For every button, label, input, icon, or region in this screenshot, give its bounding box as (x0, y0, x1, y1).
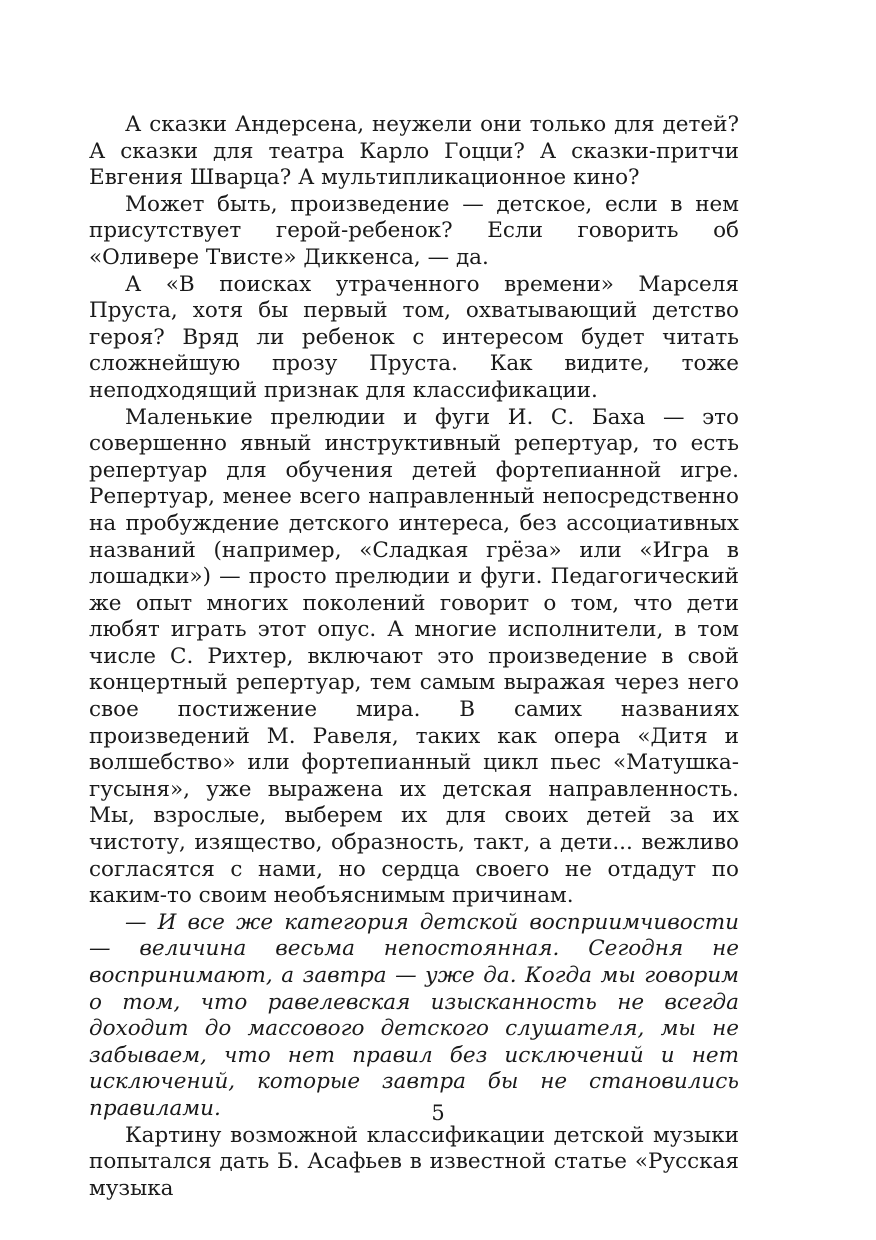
page-number: 5 (431, 1101, 445, 1125)
paragraph-child-hero: Может быть, произведение — детское, если в нем присутствует герой-ребенок? Если говорить об «Оливере Твисте» Диккенса, — да. (89, 191, 739, 270)
paragraph-asafiev: Картину возможной классификации детской музыки попытался дать Б. Асафьев в известной статье «Русская музыка (89, 1122, 739, 1201)
paragraph-andersen-tales: А сказки Андерсена, неужели они только для детей? А сказки для театра Карло Гоцци? А сказки-притчи Евгения Шварца? А мультипликационное кино? (89, 112, 739, 191)
paragraph-italic-perception: — И все же категория детской восприимчивости — величина весьма непостоянная. Сегодня не воспринимают, а завтра — уже да. Когда мы говорим о том, что равелевская изысканность не всегда доходит до массового детского слушателя, мы не забываем, что нет правил без исключений и нет исключений, которые завтра бы не становились правилами. (89, 909, 739, 1121)
paragraph-proust: А «В поисках утраченного времени» Марселя Пруста, хотя бы первый том, охватывающий детство героя? Вряд ли ребенок с интересом будет читать сложнейшую прозу Пруста. Как видите, тоже неподходящий признак для классификации. (89, 271, 739, 403)
paragraph-bach-ravel: Маленькие прелюдии и фуги И. С. Баха — это совершенно явный инструктивный репертуар, то есть репертуар для обучения детей фортепианной игре. Репертуар, менее всего направленный непосредственно на пробуждение детского интереса, без ассоциативных названий (например, «Сладкая грёза» или «Игра в лошадки») — просто прелюдии и фуги. Педагогический же опыт многих поколений говорит о том, что дети любят играть этот опус. А многие исполнители, в том числе С. Рихтер, включают это произведение в свой концертный репертуар, тем самым выражая через него свое постижение мира. В самих названиях произведений М. Равеля, таких как опера «Дитя и волшебство» или фортепианный цикл пьес «Матушка-гусыня», уже выражена их детская направленность. Мы, взрослые, выберем их для своих детей за их чистоту, изящество, образность, такт, а дети... вежливо согласятся с нами, но сердца своего не отдадут по каким-то своим необъяснимым причинам. (89, 404, 739, 909)
page-text-block (89, 112, 739, 1202)
